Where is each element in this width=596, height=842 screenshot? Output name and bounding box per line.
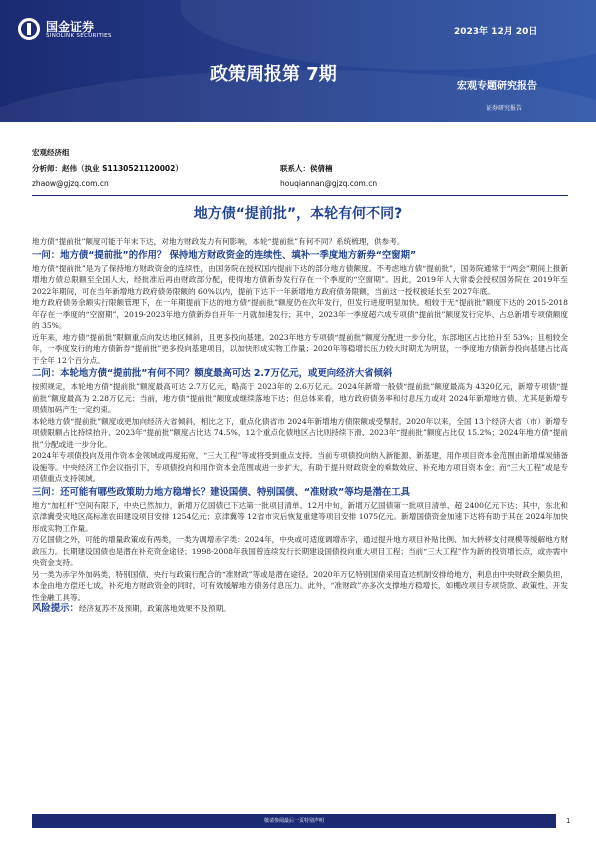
disclaimer-note: 敬请参阅最后一页特别声明	[263, 818, 324, 824]
logo-name: 国金证券	[46, 20, 95, 34]
contact-info: 联系人：侯倩楠	[280, 164, 333, 173]
paragraph: 地方“加杠杆”空间有限下，中央已然加力，新增万亿国债已下达第一批项目清单。12月中旬，新增万亿国债第一批项目清单、超 2400亿元下达；其中，东北和京津冀受灾地区高标准农田建设项目安排 1254亿元；京津冀等 12省市灾后恢复重建等项目安排 1075亿元。新增国债资金加速下达将有助于其在 2024年加快形成实物工作量。	[32, 500, 568, 533]
paragraph: 万亿国债之外，可能的增量政策或有两类，一类为调增赤字类：2024年，中央或可适度调增赤字，通过提升地方项目补贴比例、加大转移支付规模等缓解地方财政压力。长期建设国债也是潜在补充资金途径；1998-2008年我国曾连续发行长期建设国债投向重大项目工程；当前“三大工程”作为新的投资增长点，或亦需中央资金支持。	[32, 535, 568, 567]
contact-email[interactable]: houqiannan@gjzq.com.cn	[280, 179, 378, 188]
section-heading-2: 二问：本轮地方债“提前批”有何不同？额度最高可达 2.7万亿元，或更向经济大省倾斜	[32, 368, 393, 379]
page-number: 1	[566, 817, 571, 825]
main-title: 地方债“提前批”，本轮有何不同?	[193, 206, 403, 222]
paragraph: 另一类为赤字外加码类，特别国债、央行与政策行配合的“准财政”等或是潜在途径。2020年万亿特别国债采用直达机制安排给地方，利息由中央财政全额负担，本金由地方偿还七成，补充地方财政资金的同时，可有效缓解地方债务付息压力。此外，“准财政”亦多次支撑地方稳增长，如棚改项目专项贷款、政策性、开发性金融工具等。	[32, 569, 568, 602]
divider	[32, 195, 568, 196]
company-logo	[18, 16, 158, 46]
paragraph: 2024年专项债投向及用作资本金领域或再度拓宽，“三大工程”等或将受到重点支持。当前专项债投向纳入新能源、新基建，用作项目资本金范围由新增煤炭储备设施等。中央经济工作会议指引下，专项债投向和用作资本金范围或进一步扩大，有助于提升财政资金的乘数效应、补充地方项目资本金；而“三大工程”或是专项债重点支持领域。	[32, 451, 568, 483]
risk-label: 风险提示：	[32, 603, 79, 614]
logo-icon	[18, 18, 40, 40]
paragraph: 地方债“提前批”是为了保持地方财政资金的连续性，由国务院在授权国内提前下达的部分地方债额度。不考虑地方债“提前批”，国务院通常于“两会”期间上报新增地方债总限额至全国人大，经批准后再由财政部分配，使得地方债新券发行存在一个季度的“空窗期”。因此，2019年人大常委会授权国务院在 2019年至 2022年期间，可在当年新增地方政府债务限额的 60%以内，提前下达下一年新增地方政府债务限额，当前这一授权被延长至 2027年底。	[32, 263, 568, 296]
paragraph: 地方政府债务余额实行限额管理下，在一年期提前下达的地方债“提前批”额度仍在次年发行，但发行进度明显加快。相较于无“提前批”额度下达的 2015-2018年存在一季度的“空窗期”，2019-2023年地方债新券自开年一月就加速发行；其中，2023年一季度超六成专项债“提前批”额度发行完毕、占总新增专项债额度的 35%。	[32, 298, 568, 330]
report-title: 政策周报第 7期	[210, 64, 337, 85]
section-heading-1: 一问：地方债“提前批”的作用？ 保持地方财政资金的连续性、填补一季度地方新券“空窗期”	[32, 249, 417, 261]
report-type: 宏观专题研究报告	[457, 81, 537, 92]
risk-text: 经济复苏不及预期，政策落地效果不及预期。	[78, 604, 231, 613]
paragraph: 本轮地方债“提前批”额度或更加向经济大省倾斜，相比之下，重点化债省市 2024年新增地方债限额或受掣肘。2020年以来，全国 13个经济大省（市）新增专项债限额占比持续抬升、2023年“提前批”额度占比达 74.5%，12个重点化债地区占比则持续下滑、2023年“提前批”额度占比仅 15.2%；2024年地方债“提前批”分配或进一步分化。	[32, 416, 568, 449]
footer-bar	[32, 814, 556, 828]
report-date: 2023年 12月 20日	[454, 27, 538, 37]
risk-warning	[32, 603, 568, 615]
analyst-info: 分析师：赵伟（执业 S1130521120002）	[32, 164, 183, 173]
research-group: 宏观经济组	[32, 148, 70, 157]
intro-paragraph: 地方债“提前批”额度可能于年末下达，对地方财政发力有何影响，本轮“提前批”有何不同？系统梳理，供参考。	[32, 237, 405, 246]
paragraph: 按照规定，本轮地方债“提前批”额度最高可达 2.7万亿元，略高于 2023年的 2.6万亿元。2024年新增一般债“提前批”额度最高为 4320亿元，新增专项债“提前批”额度最高为 2.28万亿元；当前，地方债“提前批”额度或继续落地下达；但总体来看，地方政府债务率和付息压力或对 2024年新增地方债、尤其是新增专项债加码产生一定约束。	[32, 382, 568, 414]
paragraph: 近年来，地方债“提前批”限额重点向发达地区倾斜，且更多投向基建。2023年地方专项债“提前批”额度分配进一步分化，东部地区占比抬升至 53%；且相较全年，一季度发行的地方债新券“提前批”更多投向基建项目，以加快形成实物工作量；2020年等稳增长压力较大时期尤为明显，一季度地方债新券投向基建占比高于全年 12个百分点。	[32, 332, 568, 365]
section-heading-3: 三问：还可能有哪些政策助力地方稳增长？建设国债、特别国债、“准财政”等均是潜在工具	[32, 486, 410, 498]
report-header	[0, 0, 596, 122]
analyst-email[interactable]: zhaow@gjzq.com.cn	[32, 179, 109, 188]
report-body	[32, 236, 568, 615]
logo-english-name: SINOLINK SECURITIES	[46, 33, 112, 39]
report-subtype: 证券研究报告	[486, 105, 523, 112]
